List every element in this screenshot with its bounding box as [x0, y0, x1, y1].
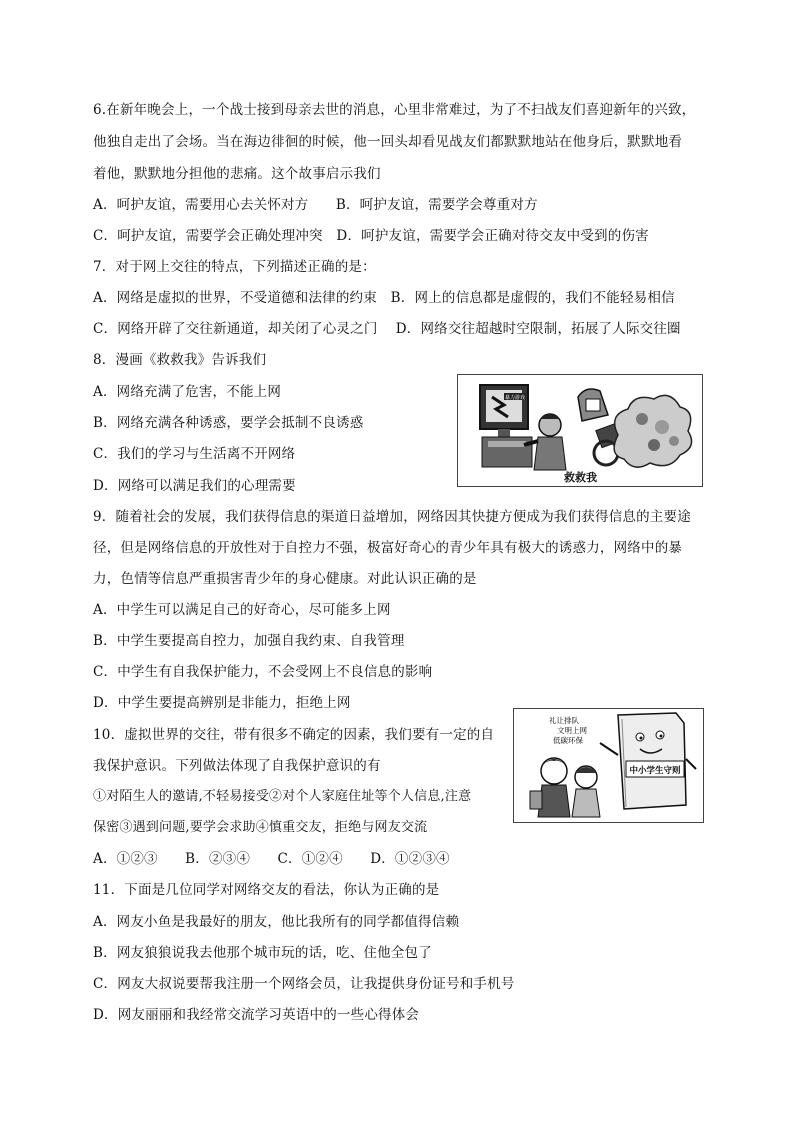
q10-options: A．①②③ B．②③④ C．①②④ D．①②③④ [93, 851, 450, 867]
q9-stem-line-2: 径，但是网络信息的开放性对于自控力不强，极富好奇心的青少年具有极大的诱惑力，网络中的暴 [93, 540, 683, 556]
rulebook-arm-right [686, 759, 696, 769]
q9-option-c: C．中学生有自我保护能力，不会受网上不良信息的影响 [93, 664, 433, 680]
q6-option-ab: A．呵护友谊，需要用心去关怀对方 B．呵护友谊，需要学会尊重对方 [93, 197, 538, 213]
kid1-head [541, 758, 567, 784]
q7-option-cd: C．网络开辟了交往新通道，却关闭了心灵之门 D．网络交往超越时空限制，拓展了人际交往圈 [93, 321, 681, 337]
q11-option-b: B．网友狼狼说我去他那个城市玩的话，吃、住他全包了 [93, 945, 432, 961]
smoke-cloud [614, 395, 691, 467]
rulebook-pupil-left [640, 737, 643, 740]
kid2-body [572, 789, 600, 817]
cloud-puff-4 [669, 436, 679, 446]
sign-line-1: 礼让排队 [549, 716, 579, 725]
q9-stem-line-3: 力，色情等信息严重损害青少年的身心健康。对此认识正确的是 [93, 571, 477, 587]
q10-stem-line-2: 我保护意识。下列做法体现了自我保护意识的有 [93, 758, 381, 774]
cloud-puff-2 [655, 420, 669, 434]
q8-cartoon-figure [457, 374, 703, 487]
sign-line-3: 低碳环保 [553, 736, 583, 745]
kid1-body [538, 785, 570, 817]
q6-option-cd: C．呵护友谊，需要学会正确处理冲突 D．呵护友谊，需要学会正确对待交友中受到的伤害 [93, 228, 649, 244]
q10-cartoon-figure [513, 708, 704, 823]
sign-line-2: 文明上网 [557, 726, 587, 735]
q8-figure-caption: 救救我 [564, 471, 597, 484]
monitor-stand [498, 429, 510, 437]
cloud-puff-1 [636, 413, 648, 425]
q7-stem: 7．对于网上交往的特点，下列描述正确的是： [93, 259, 376, 275]
q7-option-ab: A．网络是虚拟的世界，不受道德和法律的约束 B．网上的信息都是虚假的，我们不能轻易相信 [93, 290, 675, 306]
q10-stem-line-1: 10．虚拟世界的交往，带有很多不确定的因素，我们要有一定的自 [93, 727, 495, 743]
q11-option-d: D．网友丽丽和我经常交流学习英语中的一些心得体会 [93, 1007, 420, 1023]
q11-option-c: C．网友大叔说要帮我注册一个网络会员，让我提供身份证号和手机号 [93, 976, 515, 992]
cloud-puff-3 [648, 439, 660, 451]
kid-body [534, 437, 566, 470]
q10-cartoon-illustration [514, 709, 703, 822]
q11-option-a: A．网友小鱼是我最好的朋友，他比我所有的同学都值得信赖 [93, 914, 460, 930]
q8-stem: 8．漫画《救救我》告诉我们 [93, 352, 267, 368]
kid1-backpack [530, 791, 542, 809]
q9-option-a: A．中学生可以满足自己的好奇心，尽可能多上网 [93, 602, 391, 618]
q9-option-b: B．中学生要提高自控力，加强自我约束、自我管理 [93, 633, 405, 649]
q6-stem-line-2: 他独自走出了会场。当在海边徘徊的时候，他一回头却看见战友们都默默地站在他身后，默默地看 [93, 134, 683, 150]
q8-option-b: B．网络充满各种诱惑，要学会抵制不良诱惑 [93, 415, 364, 431]
q6-stem-line-1: 6.在新年晚会上，一个战士接到母亲去世的消息，心里非常难过，为了不扫战友们喜迎新年的兴致， [93, 102, 696, 118]
kid2-hair [575, 767, 597, 773]
rulebook-arm-left [600, 743, 618, 755]
q9-stem-line-1: 9．随着社会的发展，我们获得信息的渠道日益增加，网络因其快捷方便成为我们获得信息的主要途 [93, 509, 691, 525]
q8-option-a: A．网络充满了危害，不能上网 [93, 384, 282, 400]
keyboard [488, 441, 526, 447]
rulebook-title: 中小学生守则 [629, 766, 681, 776]
q9-option-d: D．中学生要提高辨别是非能力，拒绝上网 [93, 695, 351, 711]
q10-stem-line-3: ①对陌生人的邀请,不轻易接受②对个人家庭住址等个人信息,注意 [93, 789, 472, 804]
q11-stem: 11．下面是几位同学对网络交友的看法，你认为正确的是 [93, 882, 440, 898]
q10-stem-line-4: 保密③遇到问题,要学会求助④慎重交友，拒绝与网友交流 [93, 820, 428, 835]
monster-screen [586, 399, 600, 411]
q8-option-c: C．我们的学习与生活离不开网络 [93, 446, 296, 462]
kid-hair [540, 414, 560, 419]
screen-label: 暴力游戏 [504, 395, 526, 401]
q8-option-d: D．网络可以满足我们的心理需要 [93, 478, 296, 494]
rulebook-pupil-right [660, 735, 663, 738]
q6-stem-line-3: 着他，默默地分担他的悲痛。这个故事启示我们 [93, 166, 381, 182]
